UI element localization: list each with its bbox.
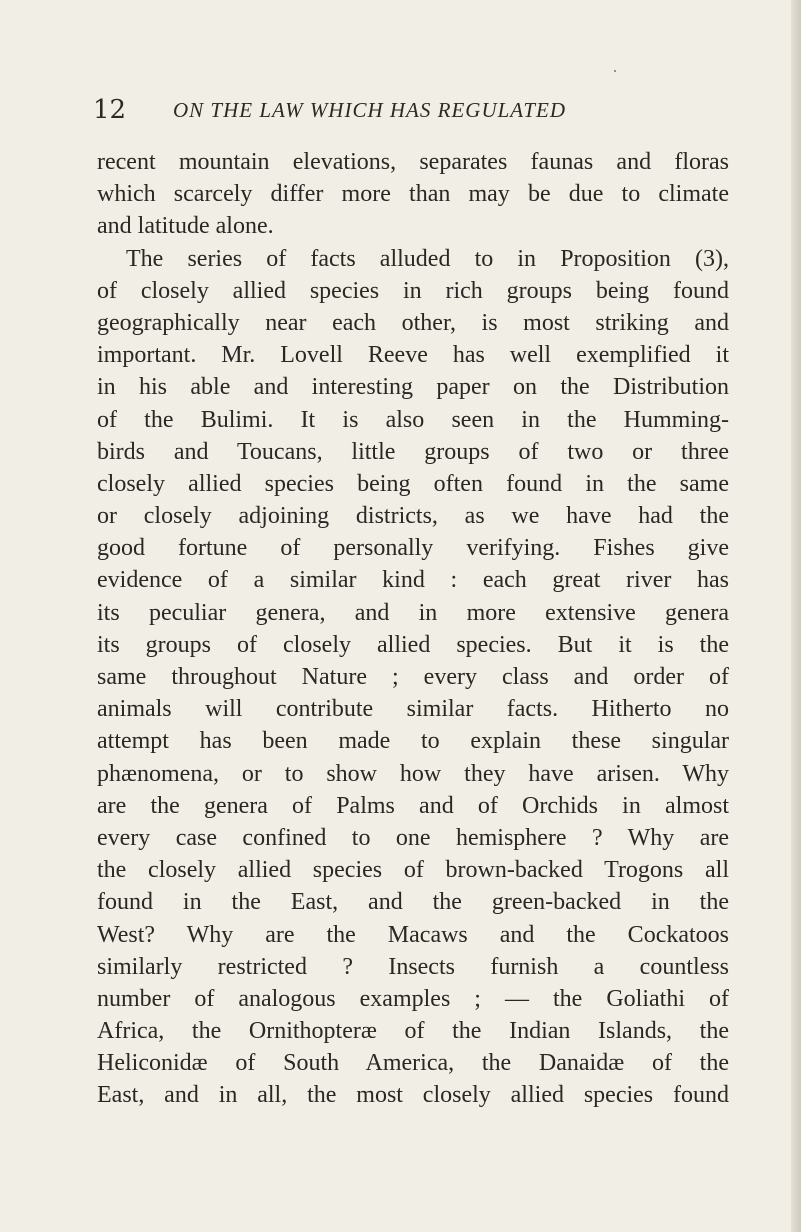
body-text <box>97 146 729 1112</box>
text-line: good fortune of personally verifying. Fishes give <box>97 535 729 562</box>
text-line: or closely adjoining districts, as we have had the <box>97 503 729 530</box>
running-head: ON THE LAW WHICH HAS REGULATED <box>173 98 567 122</box>
text-line: number of analogous examples ; — the Goliathi of <box>97 985 729 1012</box>
text-line: phænomena, or to show how they have arisen. Why <box>97 760 729 787</box>
text-line: Africa, the Ornithopteræ of the Indian Islands, the <box>97 1018 729 1045</box>
text-line: are the genera of Palms and of Orchids in almost <box>97 792 729 819</box>
text-line: recent mountain elevations, separates faunas and floras <box>97 149 729 175</box>
text-line: closely allied species being often found in the same <box>97 470 729 497</box>
text-line: important. Mr. Lovell Reeve has well exemplified it <box>97 342 729 369</box>
text-line: its groups of closely allied species. But it is the <box>97 631 729 658</box>
text-line: birds and Toucans, little groups of two or three <box>97 438 729 465</box>
page-edge <box>791 0 801 1232</box>
text-line: West? Why are the Macaws and the Cockatoos <box>97 921 729 948</box>
text-line: found in the East, and the green-backed in the <box>97 889 729 916</box>
text-line: every case confined to one hemisphere ? Why are <box>97 824 729 851</box>
page-header <box>93 90 753 130</box>
text-line: animals will contribute similar facts. Hitherto no <box>97 696 729 723</box>
text-line: its peculiar genera, and in more extensive genera <box>97 599 729 626</box>
text-line: in his able and interesting paper on the Distribution <box>97 374 729 401</box>
text-line: of closely allied species in rich groups being found <box>97 277 729 304</box>
paper-speck <box>614 70 616 72</box>
text-line: evidence of a similar kind : each great river has <box>97 567 729 594</box>
text-line: same throughout Nature ; every class and order of <box>97 664 729 690</box>
text-line: the closely allied species of brown-backed Trogons all <box>97 857 729 884</box>
text-line: which scarcely differ more than may be due to climate <box>97 181 729 208</box>
text-line: Heliconidæ of South America, the Danaidæ of the <box>97 1050 729 1077</box>
text-line: The series of facts alluded to in Proposition (3), <box>126 245 729 272</box>
text-line: geographically near each other, is most striking and <box>97 309 729 336</box>
text-line: similarly restricted ? Insects furnish a countless <box>97 953 729 980</box>
text-line: of the Bulimi. It is also seen in the Humming- <box>97 406 729 433</box>
text-line: East, and in all, the most closely allied species found <box>97 1082 729 1109</box>
text-line: and latitude alone. <box>97 213 274 240</box>
text-line: attempt has been made to explain these singular <box>97 728 729 755</box>
page-number: 12 <box>93 95 127 125</box>
